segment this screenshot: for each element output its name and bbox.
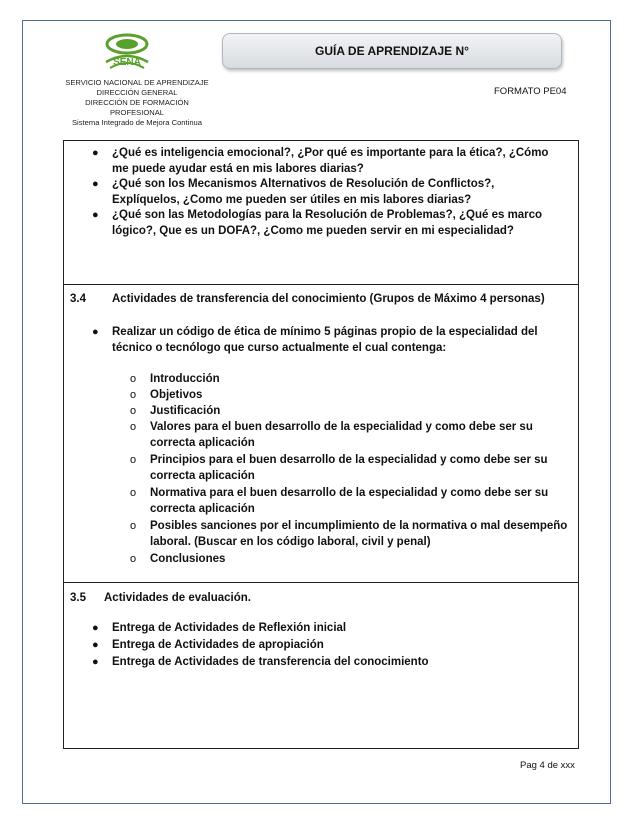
circle-bullet-icon: o bbox=[130, 553, 137, 565]
section-3-4: 3.4 Actividades de transferencia del conocimiento (Grupos de Máximo 4 personas) ● Realizar un código de ética de mínimo 5 páginas propio de la especialidad del técnico o tecnólogo que curso actualmente el cual contenga: o Introducción o Objetivos o Justificación o Valores para el buen desarrollo de la especialidad y como debe ser su correcta aplicación o Principios para el buen desarrollo de la especialidad y como debe ser su correcta aplicación o Normativa para el buen desarrollo de la especialidad y como debe ser su correcta aplicación o Posibles sanciones por el incumplimiento de la normativa o mal desempeño laboral. (Buscar en los código laboral, civil y penal) o Conclusiones bbox=[64, 285, 578, 583]
organization-block bbox=[62, 78, 212, 128]
circle-bullet-icon: o bbox=[130, 487, 137, 499]
bullet-icon: ● bbox=[92, 326, 99, 338]
svg-text:SENA: SENA bbox=[113, 57, 141, 68]
section-3-5: 3.5 Actividades de evaluación. ● Entrega de Actividades de Reflexión inicial ● Entrega de Actividades de apropiación ● Entrega de Actividades de transferencia del conocimiento bbox=[64, 583, 578, 748]
page-number: Pag 4 de xxx bbox=[520, 760, 575, 771]
section-number: 3.5 bbox=[70, 592, 86, 604]
sena-logo bbox=[96, 32, 158, 78]
bullet-icon: ● bbox=[92, 147, 99, 159]
circle-bullet-icon: o bbox=[130, 405, 137, 417]
org-line-3: DIRECCIÓN DE FORMACIÓN PROFESIONAL bbox=[85, 98, 189, 117]
guide-title-banner bbox=[222, 33, 562, 69]
bullet-icon: ● bbox=[92, 656, 99, 668]
bullet-icon: ● bbox=[92, 178, 99, 190]
org-line-2: DIRECCIÓN GENERAL bbox=[96, 88, 178, 97]
circle-bullet-icon: o bbox=[130, 454, 137, 466]
circle-bullet-icon: o bbox=[130, 421, 137, 433]
section-heading: Actividades de transferencia del conocimiento (Grupos de Máximo 4 personas) bbox=[112, 293, 545, 305]
bullet-icon: ● bbox=[92, 639, 99, 651]
org-line-4: Sistema Integrado de Mejora Continua bbox=[71, 118, 202, 127]
format-code: FORMATO PE04 bbox=[494, 86, 567, 97]
circle-bullet-icon: o bbox=[130, 389, 137, 401]
bullet-icon: ● bbox=[92, 622, 99, 634]
section-number: 3.4 bbox=[70, 293, 86, 305]
section-heading: Actividades de evaluación. bbox=[104, 592, 252, 604]
content-table bbox=[63, 140, 579, 749]
section-reflection-questions: ● ¿Qué es inteligencia emocional?, ¿Por qué es importante para la ética?, ¿Cómo me puede ayudar está en mis labores diarias? ● ¿Qué son los Mecanismos Alternativos de Resolución de Conflictos?, Explíquelos, ¿Como me pueden ser útiles en mis labores diarias? ● ¿Qué son las Metodologías para la Resolución de Problemas?, ¿Qué es marco lógico?, Que es un DOFA?, ¿Como me pueden servir en mi especialidad? bbox=[64, 141, 578, 285]
guide-title: GUÍA DE APRENDIZAJE N° bbox=[315, 44, 469, 58]
circle-bullet-icon: o bbox=[130, 373, 137, 385]
org-line-1: SERVICIO NACIONAL DE APRENDIZAJE bbox=[65, 78, 209, 87]
circle-bullet-icon: o bbox=[130, 520, 137, 532]
bullet-icon: ● bbox=[92, 209, 99, 221]
